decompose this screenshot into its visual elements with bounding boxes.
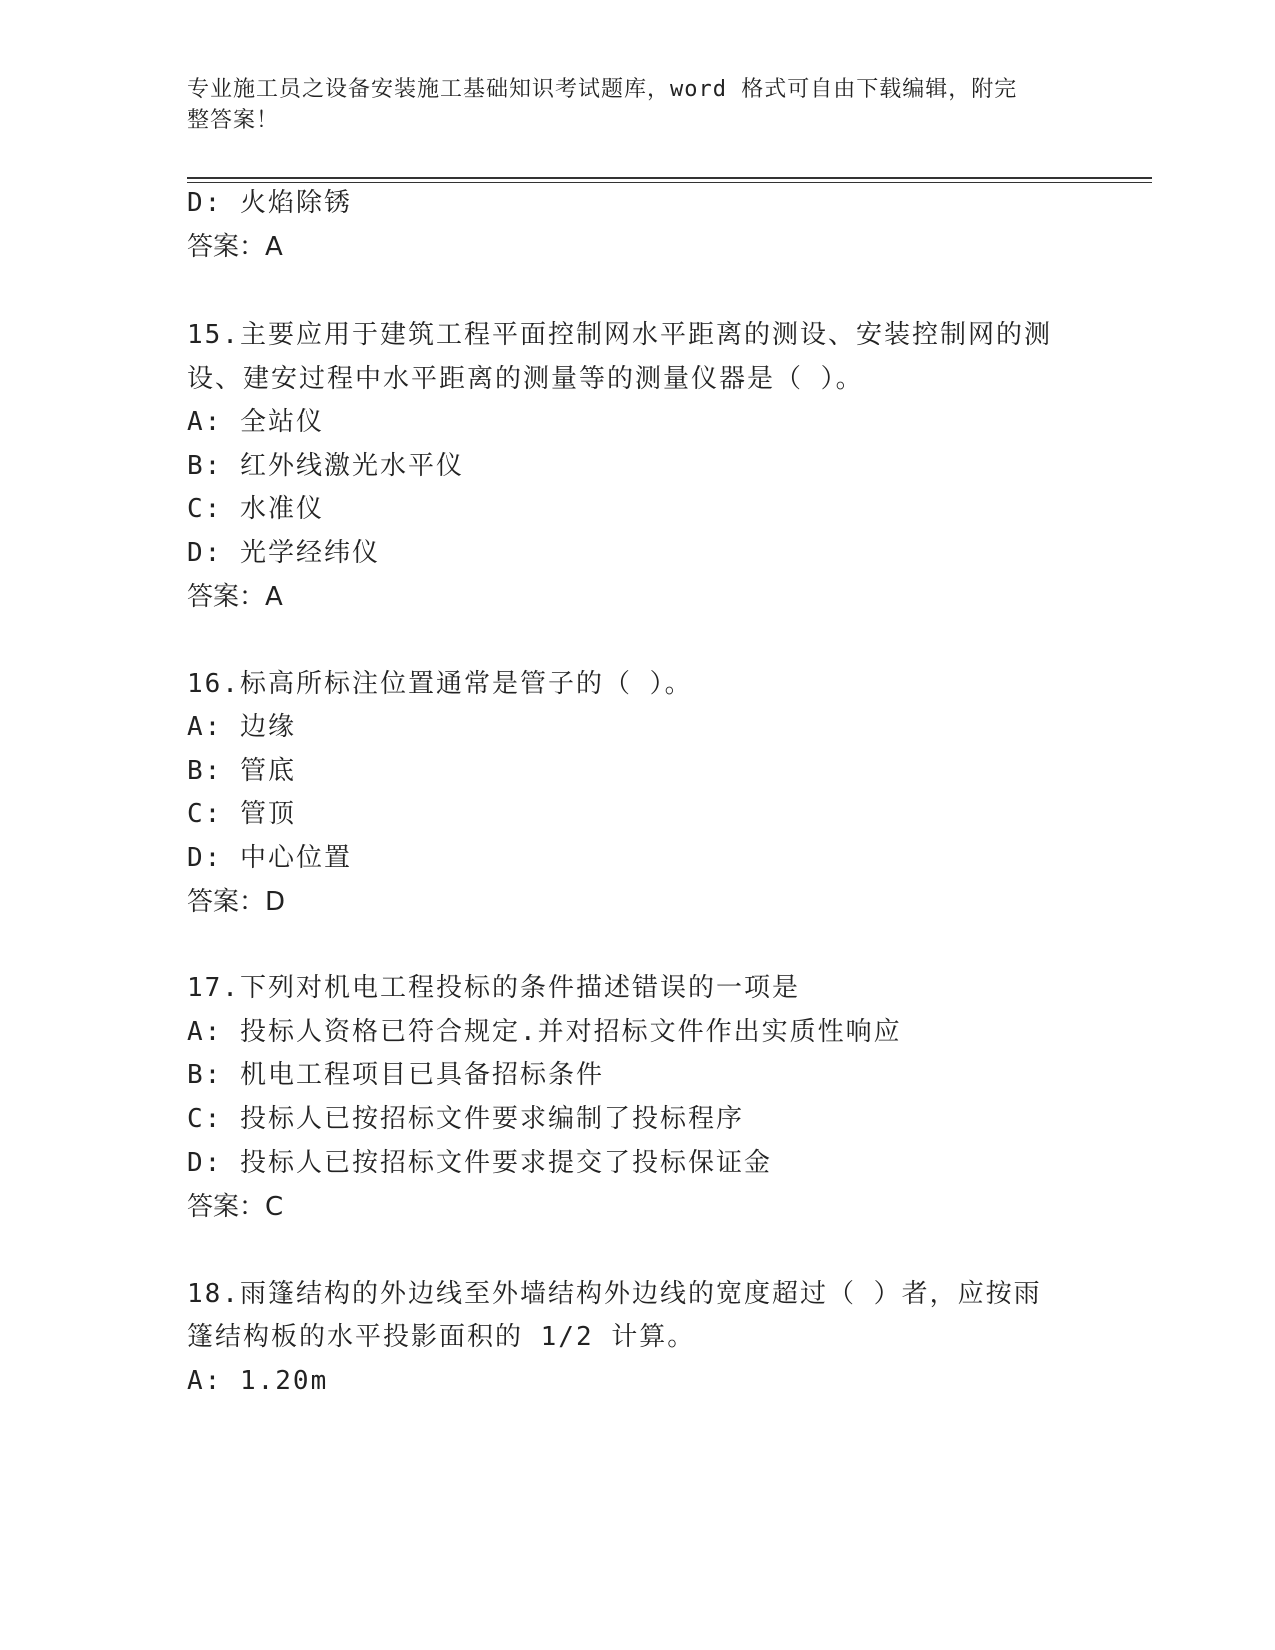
- q16-stem-line-1: 16.标高所标注位置通常是管子的（ ）。: [187, 669, 693, 699]
- header-line-1: 专业施工员之设备安装施工基础知识考试题库，word 格式可自由下载编辑，附完: [187, 77, 1018, 102]
- q17-stem-line-1: 17.下列对机电工程投标的条件描述错误的一项是: [187, 973, 800, 1003]
- q16-option-b: B: 管底: [187, 756, 296, 786]
- q15-option-c: C: 水准仪: [187, 494, 324, 524]
- q15-option-d: D: 光学经纬仪: [187, 538, 380, 568]
- q17-option-d: D: 投标人已按招标文件要求提交了投标保证金: [187, 1148, 772, 1178]
- document-header: [187, 74, 1067, 136]
- q17-option-a: A: 投标人资格已符合规定.并对招标文件作出实质性响应: [187, 1017, 902, 1047]
- header-divider-thin: [187, 182, 1152, 183]
- prev-answer: 答案：A: [187, 232, 283, 262]
- q17-option-c: C: 投标人已按招标文件要求编制了投标程序: [187, 1104, 744, 1134]
- q15-stem-line-2: 设、建安过程中水平距离的测量等的测量仪器是（ ）。: [187, 364, 864, 394]
- q18-stem-line-1: 18.雨篷结构的外边线至外墙结构外边线的宽度超过（ ）者，应按雨: [187, 1279, 1042, 1309]
- header-divider-thick: [187, 177, 1152, 179]
- q18-option-a: A: 1.20m: [187, 1366, 329, 1396]
- prev-option-d: D: 火焰除锈: [187, 188, 352, 218]
- q16-answer: 答案：D: [187, 887, 286, 917]
- q15-answer: 答案：A: [187, 582, 283, 612]
- q17-option-b: B: 机电工程项目已具备招标条件: [187, 1060, 604, 1090]
- q18-stem-line-2: 篷结构板的水平投影面积的 1/2 计算。: [187, 1322, 696, 1352]
- q16-option-d: D: 中心位置: [187, 843, 352, 873]
- q15-option-a: A: 全站仪: [187, 407, 324, 437]
- q15-stem-line-1: 15.主要应用于建筑工程平面控制网水平距离的测设、安装控制网的测: [187, 320, 1052, 350]
- q17-answer: 答案：C: [187, 1192, 284, 1222]
- q16-option-a: A: 边缘: [187, 712, 296, 742]
- q15-option-b: B: 红外线激光水平仪: [187, 451, 464, 481]
- header-line-2: 整答案！: [187, 108, 280, 133]
- q16-option-c: C: 管顶: [187, 799, 296, 829]
